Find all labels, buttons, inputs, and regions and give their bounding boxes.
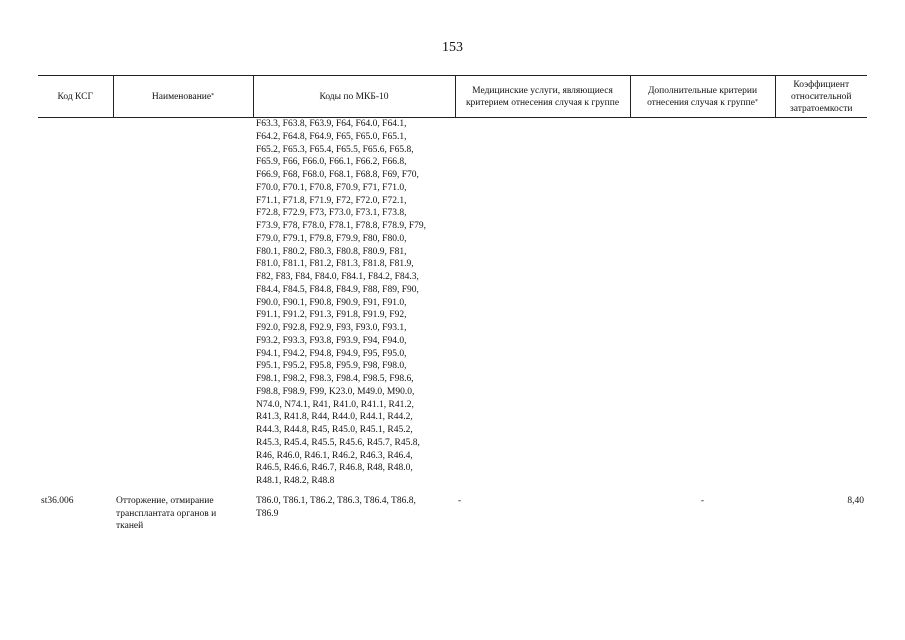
mkb-code-line: F84.4, F84.5, F84.8, F84.9, F88, F89, F90, [256, 284, 419, 295]
mkb-code-line: N74.0, N74.1, R41, R41.0, R41.1, R41.2, [256, 399, 414, 410]
mkb-code-line: F65.2, F65.3, F65.4, F65.5, F65.6, F65.8, [256, 144, 414, 155]
mkb-code-line: F79.0, F79.1, F79.8, F79.9, F80, F80.0, [256, 233, 407, 244]
mkb-code-line: R41.3, R41.8, R44, R44.0, R44.1, R44.2, [256, 412, 413, 423]
name-line: Отторжение, отмирание [116, 495, 214, 506]
mkb-code-line: F90.0, F90.1, F90.8, F90.9, F91, F91.0, [256, 297, 407, 308]
header-mkb-codes: Коды по МКБ-10 [253, 76, 455, 118]
mkb-code-line: F66.9, F68, F68.0, F68.1, F68.8, F69, F70, [256, 170, 419, 180]
mkb-code-line: R48.1, R48.2, R48.8 [256, 476, 335, 486]
coefficient-cell: 8,40 [847, 495, 864, 506]
name-cell [113, 488, 253, 533]
mkb-code-line: F91.1, F91.2, F91.3, F91.8, F91.9, F92, [256, 310, 407, 321]
mkb-code-line: R46.5, R46.6, R46.7, R46.8, R48, R48.0, [256, 463, 413, 474]
mkb-code-line: F98.1, F98.2, F98.3, F98.4, F98.5, F98.6, [256, 374, 414, 384]
continuation-name [113, 118, 253, 488]
mkb-code-line: R44.3, R44.8, R45, R45.0, R45.1, R45.2, [256, 425, 413, 435]
page-number: 153 [442, 40, 463, 55]
continuation-extra-criteria [630, 118, 775, 488]
mkb-code-line: R46, R46.0, R46.1, R46.2, R46.3, R46.4, [256, 450, 413, 461]
header-med-services: Медицинские услуги, являющиеся критерием отнесения случая к группе [455, 76, 630, 118]
mkb-code-line: T86.9 [256, 508, 279, 519]
name-line: тканей [116, 521, 144, 532]
mkb-code-line: F70.0, F70.1, F70.8, F70.9, F71, F71.0, [256, 182, 407, 193]
mkb-code-line: F94.1, F94.2, F94.8, F94.9, F95, F95.0, [256, 348, 407, 359]
header-name-footnote: * [211, 92, 215, 99]
mkb-code-line: F71.1, F71.8, F71.9, F72, F72.0, F72.1, [256, 195, 407, 206]
header-coefficient: Коэффициент относительной затратоемкости [775, 76, 867, 118]
mkb-code-line: F65.9, F66, F66.0, F66.1, F66.2, F66.8, [256, 157, 407, 168]
ksg-table [38, 75, 867, 533]
mkb-code-line: F95.1, F95.2, F95.8, F95.9, F98, F98.0, [256, 361, 407, 372]
mkb-code-line: T86.0, T86.1, T86.2, T86.3, T86.4, T86.8, [256, 495, 416, 506]
table-row [38, 118, 867, 488]
mkb-code-line: F93.2, F93.3, F93.8, F93.9, F94, F94.0, [256, 335, 407, 346]
header-extra-criteria-text: Дополнительные критерии отнесения случая к группе [647, 85, 758, 108]
table-row [38, 488, 867, 533]
mkb-code-line: F73.9, F78, F78.0, F78.1, F78.8, F78.9, F79, [256, 221, 426, 231]
header-extra-footnote: * [754, 98, 758, 105]
mkb-code-line: F72.8, F72.9, F73, F73.0, F73.1, F73.8, [256, 208, 407, 219]
mkb-codes-cell [253, 488, 455, 533]
header-ksg-code: Код КСГ [38, 76, 113, 118]
mkb-code-line: F98.8, F98.9, F99, K23.0, M49.0, M90.0, [256, 386, 415, 397]
mkb-code-line: F81.0, F81.1, F81.2, F81.3, F81.8, F81.9, [256, 259, 414, 270]
mkb-code-line: F82, F83, F84, F84.0, F84.1, F84.2, F84.3, [256, 272, 419, 282]
mkb-code-line: F64.2, F64.8, F64.9, F65, F65.0, F65.1, [256, 131, 407, 142]
mkb-code-line: F92.0, F92.8, F92.9, F93, F93.0, F93.1, [256, 323, 407, 333]
continuation-coefficient [775, 118, 867, 488]
header-name-text: Наименование [151, 91, 212, 102]
ksg-code-cell: st36.006 [41, 495, 74, 506]
table-header-row [38, 76, 867, 118]
mkb-code-line: R45.3, R45.4, R45.5, R45.6, R45.7, R45.8, [256, 437, 420, 448]
name-line: трансплантата органов и [116, 508, 217, 519]
header-extra-criteria [630, 76, 775, 118]
header-name [113, 76, 253, 118]
mkb-code-line: F80.1, F80.2, F80.3, F80.8, F80.9, F81, [256, 246, 407, 257]
continuation-med-services [455, 118, 630, 488]
med-services-cell: - [458, 495, 462, 506]
continuation-mkb-codes [253, 118, 455, 488]
mkb-code-line: F63.3, F63.8, F63.9, F64, F64.0, F64.1, [256, 119, 407, 129]
continuation-ksg-code [38, 118, 113, 488]
extra-criteria-cell: - [700, 495, 705, 506]
